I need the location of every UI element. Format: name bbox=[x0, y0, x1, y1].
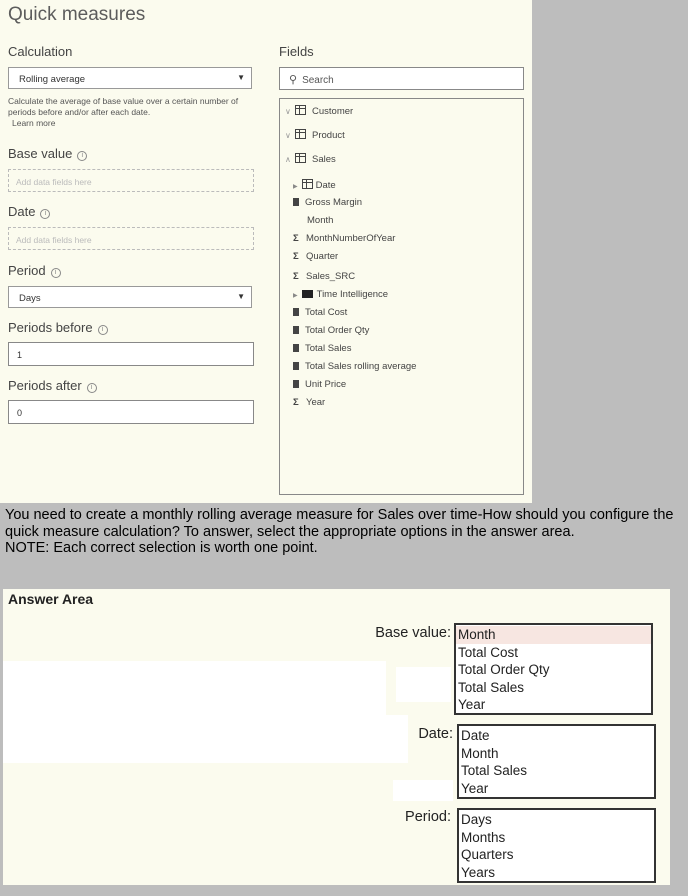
date-option[interactable]: Month bbox=[461, 745, 499, 761]
periods-after-label bbox=[8, 378, 97, 393]
field-customer[interactable] bbox=[285, 105, 353, 117]
sigma-icon: Σ bbox=[293, 397, 299, 408]
description-text: Calculate the average of base value over a certain number of periods before and/or after each date. bbox=[8, 96, 239, 117]
table-icon bbox=[295, 153, 306, 163]
field-label: Total Order Qty bbox=[305, 325, 370, 336]
answer-area-title: Answer Area bbox=[8, 591, 94, 607]
fields-list bbox=[279, 98, 524, 495]
sigma-icon: Σ bbox=[293, 271, 299, 282]
period-label-text: Period bbox=[8, 263, 46, 278]
base-value-option[interactable]: Year bbox=[458, 697, 486, 713]
field-monthnumberofyear[interactable] bbox=[293, 233, 395, 244]
calculation-label: Calculation bbox=[8, 44, 73, 59]
info-icon: i bbox=[77, 151, 87, 161]
field-total-order-qty[interactable] bbox=[293, 325, 369, 336]
field-label: Quarter bbox=[306, 251, 339, 262]
field-label: Month bbox=[307, 215, 334, 226]
field-unit-price[interactable] bbox=[293, 379, 346, 390]
base-value-answer-label: Base value: bbox=[375, 625, 451, 641]
info-icon: i bbox=[40, 209, 50, 219]
field-label: Product bbox=[312, 130, 345, 141]
info-icon: i bbox=[51, 268, 61, 278]
date-dropzone[interactable]: Add data fields here bbox=[8, 227, 254, 250]
field-sales[interactable] bbox=[285, 153, 336, 165]
field-gross-margin[interactable] bbox=[293, 197, 362, 208]
field-total-cost[interactable] bbox=[293, 307, 347, 318]
periods-before-input[interactable]: 1 bbox=[8, 342, 254, 366]
date-label-text: Date bbox=[8, 204, 36, 219]
calculator-icon bbox=[293, 198, 299, 206]
period-option[interactable]: Quarters bbox=[461, 847, 514, 863]
info-icon: i bbox=[87, 383, 97, 393]
date-option[interactable]: Year bbox=[461, 780, 489, 796]
white-panel bbox=[3, 661, 386, 763]
field-label: Total Sales bbox=[305, 343, 352, 354]
date-listbox[interactable] bbox=[457, 724, 656, 799]
calculator-icon bbox=[293, 362, 299, 370]
period-dropdown[interactable] bbox=[8, 286, 252, 308]
calculation-value: Rolling average bbox=[19, 74, 86, 85]
folder-icon bbox=[302, 290, 313, 298]
table-icon bbox=[295, 105, 306, 115]
chevron-right-icon[interactable]: ▶ bbox=[293, 184, 298, 190]
field-label: Gross Margin bbox=[305, 197, 363, 208]
field-label: Date bbox=[315, 180, 336, 191]
base-value-dropzone[interactable]: Add data fields here bbox=[8, 169, 254, 192]
base-value-option[interactable]: Total Sales bbox=[458, 679, 525, 695]
date-answer-label: Date: bbox=[418, 726, 453, 742]
base-value-option[interactable]: Total Order Qty bbox=[458, 662, 550, 678]
periods-before-label-text: Periods before bbox=[8, 320, 93, 335]
field-label: Unit Price bbox=[305, 379, 347, 390]
calculation-description bbox=[8, 96, 248, 129]
date-option[interactable]: Total Sales bbox=[461, 763, 528, 779]
field-date[interactable] bbox=[293, 179, 336, 191]
field-label: Sales_SRC bbox=[306, 271, 356, 282]
sigma-icon: Σ bbox=[293, 251, 299, 262]
calculator-icon bbox=[293, 380, 299, 388]
date-label bbox=[8, 204, 50, 219]
period-option[interactable]: Days bbox=[461, 812, 492, 827]
question-text bbox=[5, 507, 683, 557]
search-placeholder: Search bbox=[302, 75, 334, 86]
white-panel bbox=[393, 780, 453, 801]
learn-more-link[interactable]: Learn more bbox=[12, 118, 56, 128]
calendar-table-icon bbox=[302, 179, 313, 189]
field-time-intelligence[interactable] bbox=[293, 289, 388, 300]
period-value: Days bbox=[19, 293, 41, 304]
answer-area bbox=[3, 589, 670, 885]
chevron-down-icon: ▼ bbox=[237, 73, 245, 82]
field-product[interactable] bbox=[285, 129, 345, 141]
periods-after-input[interactable]: 0 bbox=[8, 400, 254, 424]
question-note: NOTE: Each correct selection is worth one point. bbox=[5, 540, 318, 556]
fields-label: Fields bbox=[279, 44, 314, 59]
calculator-icon bbox=[293, 326, 299, 334]
field-sales-src[interactable] bbox=[293, 271, 355, 282]
base-value-option[interactable]: Month bbox=[456, 626, 651, 644]
table-icon bbox=[295, 129, 306, 139]
search-icon: ⚲ bbox=[289, 74, 298, 86]
base-value-label bbox=[8, 146, 87, 161]
white-panel bbox=[396, 667, 451, 702]
chevron-right-icon[interactable]: ▶ bbox=[293, 293, 298, 299]
periods-before-label bbox=[8, 320, 108, 335]
chevron-down-icon: ▼ bbox=[237, 292, 245, 301]
fields-search-input[interactable] bbox=[279, 67, 524, 90]
period-option[interactable]: Years bbox=[461, 864, 496, 880]
period-option[interactable]: Months bbox=[461, 829, 506, 845]
date-option[interactable]: Date bbox=[461, 728, 490, 743]
field-label: Time Intelligence bbox=[316, 289, 389, 300]
field-label: Total Sales rolling average bbox=[305, 361, 417, 372]
base-value-label-text: Base value bbox=[8, 146, 73, 161]
field-label: Sales bbox=[312, 154, 336, 165]
panel-title: Quick measures bbox=[8, 4, 146, 25]
field-total-sales-rolling-average[interactable] bbox=[293, 361, 416, 372]
calculation-dropdown[interactable] bbox=[8, 67, 252, 89]
field-month[interactable] bbox=[307, 215, 333, 226]
question-body: You need to create a monthly rolling average measure for Sales over time-How should you configure the quick measure calculation? To answer, select the appropriate options in the answer area. bbox=[5, 507, 674, 540]
field-year[interactable] bbox=[293, 397, 325, 408]
base-value-listbox[interactable] bbox=[454, 623, 653, 715]
field-label: MonthNumberOfYear bbox=[306, 233, 396, 244]
calculator-icon bbox=[293, 344, 299, 352]
field-label: Year bbox=[306, 397, 326, 408]
period-label bbox=[8, 263, 61, 278]
chevron-up-icon[interactable]: ∧ bbox=[285, 155, 291, 164]
sigma-icon: Σ bbox=[293, 233, 299, 244]
period-listbox[interactable] bbox=[457, 808, 656, 883]
field-label: Total Cost bbox=[305, 307, 348, 318]
field-total-sales[interactable] bbox=[293, 343, 351, 354]
quick-measures-panel bbox=[0, 0, 532, 503]
chevron-down-icon[interactable]: ∨ bbox=[285, 107, 291, 116]
chevron-down-icon[interactable]: ∨ bbox=[285, 131, 291, 140]
periods-after-label-text: Periods after bbox=[8, 378, 82, 393]
info-icon: i bbox=[98, 325, 108, 335]
base-value-option[interactable]: Total Cost bbox=[458, 644, 519, 660]
period-answer-label: Period: bbox=[405, 809, 451, 825]
calculator-icon bbox=[293, 308, 299, 316]
field-quarter[interactable] bbox=[293, 251, 338, 262]
field-label: Customer bbox=[312, 106, 354, 117]
